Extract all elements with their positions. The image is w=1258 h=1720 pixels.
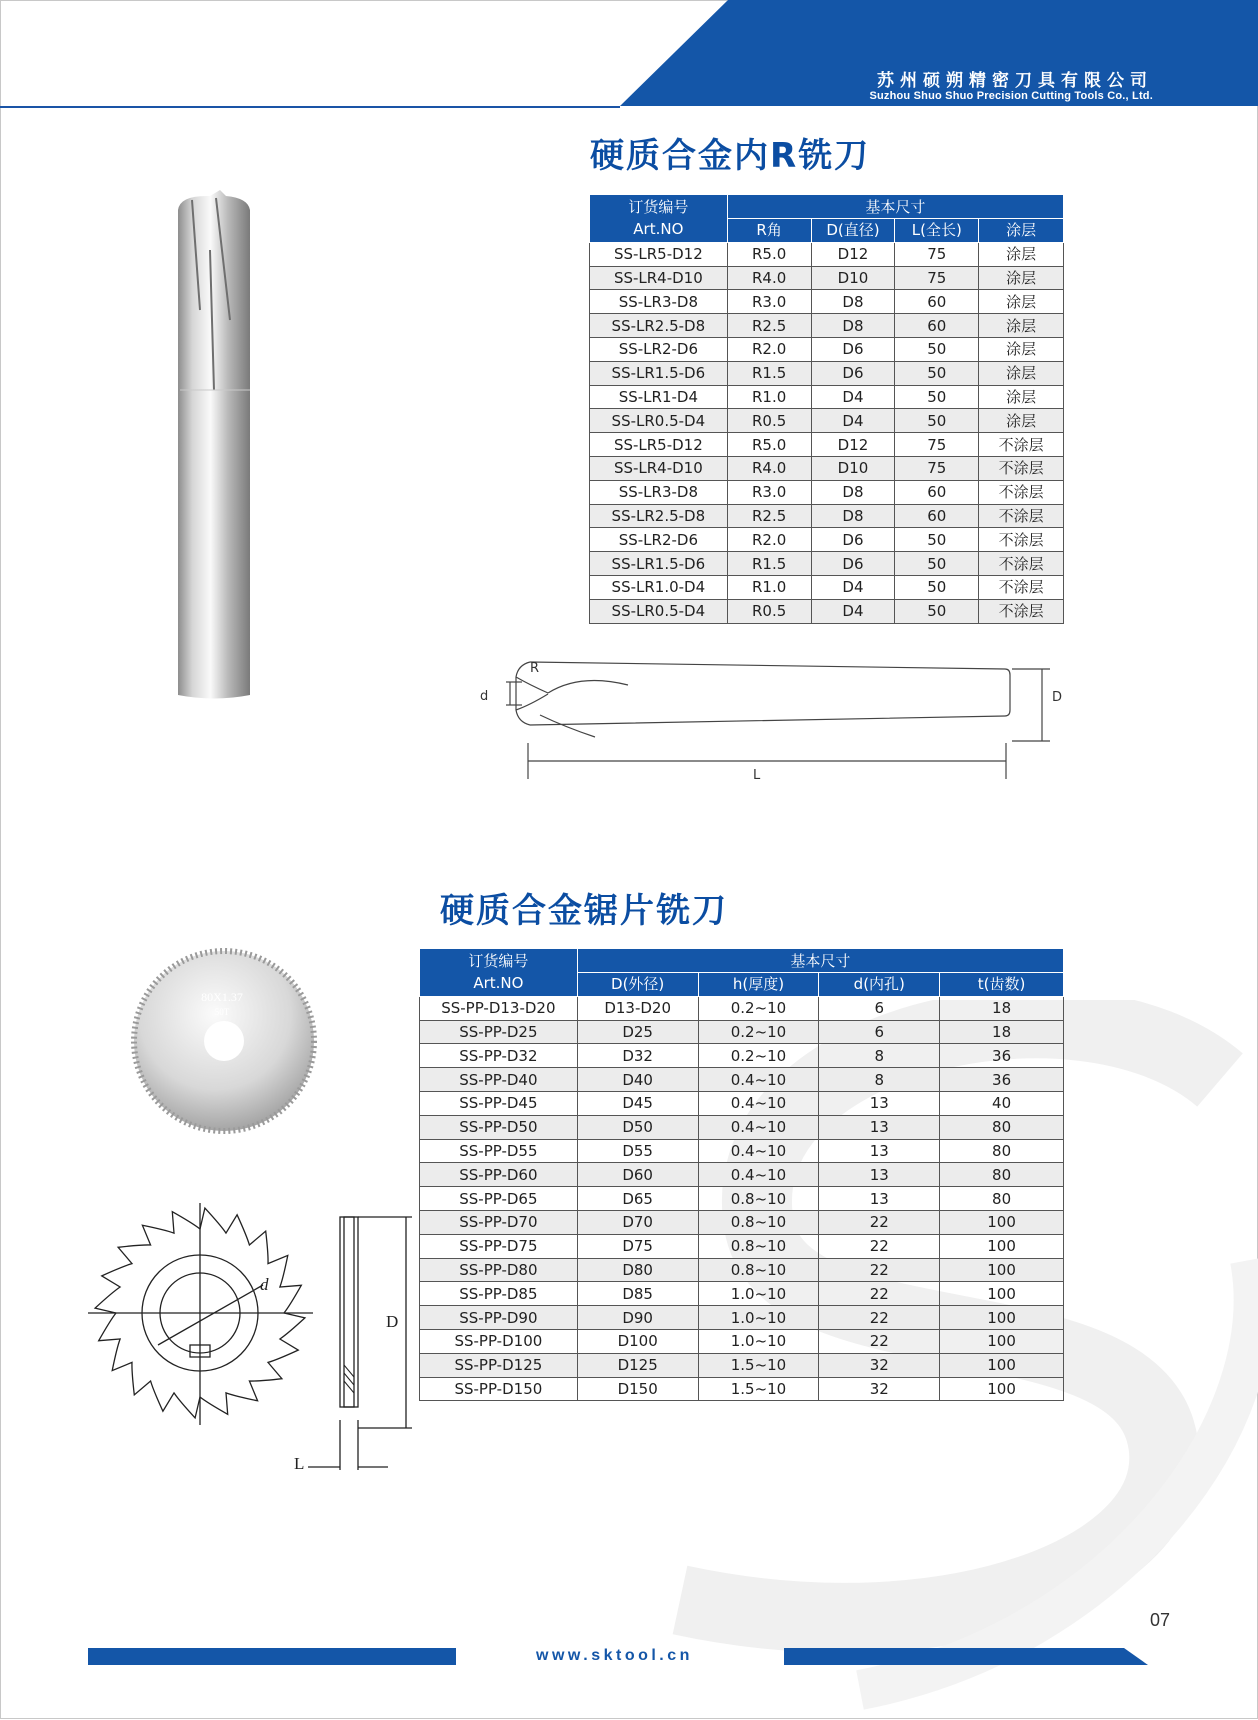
diagram-label-d: d [260,1275,269,1294]
table-cell: D6 [811,552,895,576]
table-row [420,1306,1064,1330]
table-row [420,1115,1064,1139]
table-cell: 50 [895,599,979,623]
table-cell: D12 [811,242,895,266]
diagram-label-D: D [1052,690,1063,705]
table-cell: SS-PP-D13-D20 [420,996,578,1020]
table-cell: D40 [577,1068,698,1092]
table-cell: R5.0 [727,433,811,457]
table-cell: 50 [895,385,979,409]
table-row [420,996,1064,1020]
table-cell: SS-LR1.0-D4 [590,575,728,599]
diagram-label-r: R [530,661,540,676]
table-row [590,528,1064,552]
table-cell: SS-PP-D100 [420,1329,578,1353]
table-cell: 75 [895,266,979,290]
table-cell: 1.0~10 [698,1306,819,1330]
table-cell: SS-LR5-D12 [590,242,728,266]
table-row [590,242,1064,266]
table-cell: SS-LR1.5-D6 [590,361,728,385]
table-cell: 18 [940,996,1064,1020]
table-cell: D80 [577,1258,698,1282]
table-cell: 1.0~10 [698,1282,819,1306]
table-cell: D4 [811,409,895,433]
table-cell: SS-LR1-D4 [590,385,728,409]
table-cell: 涂层 [979,266,1064,290]
table-row [590,433,1064,457]
company-name-cn: 苏州硕朔精密刀具有限公司 [877,71,1153,91]
column-header: t(齿数) [940,973,1064,997]
table-cell: 50 [895,409,979,433]
table-cell: D60 [577,1163,698,1187]
table-cell: 100 [940,1234,1064,1258]
table-cell: 0.4~10 [698,1139,819,1163]
table-row [590,361,1064,385]
table-cell: SS-LR2-D6 [590,337,728,361]
table-cell: D85 [577,1282,698,1306]
table-cell: 0.4~10 [698,1115,819,1139]
table-row [590,480,1064,504]
header-rule [0,106,620,108]
table-cell: R2.0 [727,337,811,361]
table-cell: D6 [811,528,895,552]
column-header: R角 [727,219,811,243]
table-cell: 32 [819,1377,940,1401]
saw-blade-dimension-diagram [88,1195,418,1485]
table-cell: 100 [940,1377,1064,1401]
table-cell: 涂层 [979,242,1064,266]
table-cell: 不涂层 [979,599,1064,623]
table-cell: 不涂层 [979,575,1064,599]
table-cell: D25 [577,1020,698,1044]
table-cell: 80 [940,1115,1064,1139]
table-cell: D4 [811,599,895,623]
table-cell: D65 [577,1187,698,1211]
table-row [590,409,1064,433]
table-cell: SS-LR3-D8 [590,480,728,504]
table-cell: SS-PP-D80 [420,1258,578,1282]
table-cell: 22 [819,1306,940,1330]
table-cell: 13 [819,1163,940,1187]
table-cell: 22 [819,1258,940,1282]
table-cell: SS-PP-D125 [420,1353,578,1377]
table-cell: R1.0 [727,385,811,409]
table-cell: D100 [577,1329,698,1353]
table-cell: 36 [940,1068,1064,1092]
table-row [590,290,1064,314]
table-cell: R1.5 [727,361,811,385]
table-cell: 0.2~10 [698,1044,819,1068]
table-cell: 0.4~10 [698,1163,819,1187]
table-cell: SS-LR4-D10 [590,266,728,290]
table-cell: R1.5 [727,552,811,576]
table-cell: SS-PP-D75 [420,1234,578,1258]
table-cell: SS-PP-D25 [420,1020,578,1044]
table-cell: 50 [895,552,979,576]
table-cell: 60 [895,504,979,528]
table-cell: SS-PP-D70 [420,1210,578,1234]
diagram-label-d: d [480,689,489,704]
table-row [420,1068,1064,1092]
table-row [420,1282,1064,1306]
table-cell: D12 [811,433,895,457]
table-row [590,314,1064,338]
table-cell: 22 [819,1234,940,1258]
table-cell: SS-LR3-D8 [590,290,728,314]
table-cell: 0.8~10 [698,1210,819,1234]
table-cell: 80 [940,1187,1064,1211]
table-cell: 1.0~10 [698,1329,819,1353]
table-row [590,266,1064,290]
table-cell: D8 [811,480,895,504]
table-cell: SS-PP-D32 [420,1044,578,1068]
table-cell: D8 [811,504,895,528]
table-cell: SS-PP-D50 [420,1115,578,1139]
table-row [590,599,1064,623]
table-cell: D32 [577,1044,698,1068]
table-cell: 0.2~10 [698,1020,819,1044]
table-cell: SS-LR2.5-D8 [590,314,728,338]
table-cell: 涂层 [979,385,1064,409]
column-header: h(厚度) [698,973,819,997]
diagram-label-L: L [294,1454,305,1473]
corner-radius-end-mill-photo [170,190,260,700]
table-cell: D75 [577,1234,698,1258]
table-cell: 60 [895,290,979,314]
table-cell: 18 [940,1020,1064,1044]
saw-blade-photo [128,945,320,1137]
table-row [420,1139,1064,1163]
table-cell: SS-PP-D90 [420,1306,578,1330]
table-cell: 75 [895,242,979,266]
table-cell: R1.0 [727,575,811,599]
diagram-label-D: D [386,1312,399,1331]
table-cell: R2.5 [727,314,811,338]
table-cell: R4.0 [727,266,811,290]
table-row [420,1210,1064,1234]
table-cell: 60 [895,480,979,504]
table-cell: 涂层 [979,290,1064,314]
table-cell: 6 [819,1020,940,1044]
table-cell: 8 [819,1068,940,1092]
table-cell: 涂层 [979,337,1064,361]
table-cell: 0.8~10 [698,1234,819,1258]
table-cell: 75 [895,433,979,457]
table-cell: D4 [811,385,895,409]
table-cell: SS-PP-D40 [420,1068,578,1092]
table-cell: 0.4~10 [698,1068,819,1092]
table-cell: 32 [819,1353,940,1377]
table-row [420,1353,1064,1377]
table-cell: 0.4~10 [698,1091,819,1115]
table-cell: 100 [940,1258,1064,1282]
table-cell: 100 [940,1329,1064,1353]
table-cell: 80 [940,1139,1064,1163]
table-row [420,1187,1064,1211]
table-cell: SS-PP-D60 [420,1163,578,1187]
table-cell: 60 [895,314,979,338]
table-cell: D13-D20 [577,996,698,1020]
column-header: 涂层 [979,219,1064,243]
table-cell: R3.0 [727,480,811,504]
table-cell: 75 [895,456,979,480]
table-row [420,1091,1064,1115]
table-cell: SS-PP-D55 [420,1139,578,1163]
table-cell: R2.5 [727,504,811,528]
table-cell: R5.0 [727,242,811,266]
table-cell: 8 [819,1044,940,1068]
table-cell: 36 [940,1044,1064,1068]
page-number: 07 [1150,1610,1171,1630]
table-cell: SS-PP-D85 [420,1282,578,1306]
table-row [420,1377,1064,1401]
table-cell: 不涂层 [979,528,1064,552]
table-cell: 50 [895,361,979,385]
table-cell: SS-LR5-D12 [590,433,728,457]
table-cell: 13 [819,1115,940,1139]
table-row [590,552,1064,576]
table-cell: 40 [940,1091,1064,1115]
table-cell: 涂层 [979,361,1064,385]
blade-marking-size: 80X1.37 [201,990,243,1004]
artno-header: 订货编号 Art.NO [590,195,728,243]
table-cell: 100 [940,1282,1064,1306]
table-cell: 0.2~10 [698,996,819,1020]
table-cell: R0.5 [727,409,811,433]
table-cell: 13 [819,1187,940,1211]
table-cell: 50 [895,528,979,552]
footer-bar-right [784,1648,1148,1665]
table-cell: 涂层 [979,409,1064,433]
blade-marking-teeth: 50T [214,1007,230,1017]
table-row [590,504,1064,528]
group-header: 基本尺寸 [727,195,1063,219]
table-cell: SS-LR0.5-D4 [590,409,728,433]
footer-url-link[interactable]: www.sktool.cn [536,1647,693,1664]
table-cell: SS-LR0.5-D4 [590,599,728,623]
table-cell: D6 [811,337,895,361]
table-cell: 涂层 [979,314,1064,338]
table-cell: SS-LR4-D10 [590,456,728,480]
table-cell: 不涂层 [979,552,1064,576]
section1-title: 硬质合金内R铣刀 [590,136,871,176]
table-row [590,385,1064,409]
diagram-label-L: L [753,768,761,783]
table-cell: SS-PP-D150 [420,1377,578,1401]
table-cell: 22 [819,1210,940,1234]
section2-spec-table [419,948,1064,1401]
table-cell: 22 [819,1282,940,1306]
table-row [420,1163,1064,1187]
group-header: 基本尺寸 [577,949,1063,973]
table-cell: 100 [940,1306,1064,1330]
table-cell: R3.0 [727,290,811,314]
table-cell: D8 [811,290,895,314]
section1-spec-table [589,194,1064,624]
table-cell: 1.5~10 [698,1353,819,1377]
footer-bar-left [88,1648,456,1665]
table-cell: 不涂层 [979,433,1064,457]
table-cell: 100 [940,1353,1064,1377]
table-cell: SS-PP-D65 [420,1187,578,1211]
table-cell: SS-LR2-D6 [590,528,728,552]
table-cell: D8 [811,314,895,338]
table-cell: D125 [577,1353,698,1377]
table-cell: D70 [577,1210,698,1234]
table-cell: D10 [811,266,895,290]
table-cell: D150 [577,1377,698,1401]
table-cell: D45 [577,1091,698,1115]
table-cell: 不涂层 [979,504,1064,528]
table-cell: 100 [940,1210,1064,1234]
table-cell: SS-LR1.5-D6 [590,552,728,576]
table-row [590,337,1064,361]
table-row [420,1020,1064,1044]
table-cell: 13 [819,1139,940,1163]
table-cell: 6 [819,996,940,1020]
column-header: D(直径) [811,219,895,243]
table-cell: 0.8~10 [698,1258,819,1282]
column-header: L(全长) [895,219,979,243]
table-cell: D6 [811,361,895,385]
column-header: d(内孔) [819,973,940,997]
table-cell: R2.0 [727,528,811,552]
table-cell: SS-LR2.5-D8 [590,504,728,528]
table-row [590,575,1064,599]
section2-title: 硬质合金锯片铣刀 [440,891,728,931]
table-row [420,1258,1064,1282]
artno-header: 订货编号 Art.NO [420,949,578,997]
table-cell: 50 [895,337,979,361]
table-cell: D90 [577,1306,698,1330]
table-row [420,1329,1064,1353]
table-cell: 1.5~10 [698,1377,819,1401]
table-row [590,456,1064,480]
table-cell: D50 [577,1115,698,1139]
table-cell: D55 [577,1139,698,1163]
table-cell: R0.5 [727,599,811,623]
table-cell: 80 [940,1163,1064,1187]
table-row [420,1234,1064,1258]
table-cell: 不涂层 [979,480,1064,504]
table-cell: R4.0 [727,456,811,480]
table-cell: SS-PP-D45 [420,1091,578,1115]
column-header: D(外径) [577,973,698,997]
table-cell: 22 [819,1329,940,1353]
company-name-en: Suzhou Shuo Shuo Precision Cutting Tools Co., Ltd. [869,90,1153,102]
table-cell: 50 [895,575,979,599]
table-cell: 0.8~10 [698,1187,819,1211]
table-cell: D10 [811,456,895,480]
end-mill-dimension-diagram [470,655,1070,785]
table-row [420,1044,1064,1068]
table-cell: D4 [811,575,895,599]
table-cell: 不涂层 [979,456,1064,480]
table-cell: 13 [819,1091,940,1115]
